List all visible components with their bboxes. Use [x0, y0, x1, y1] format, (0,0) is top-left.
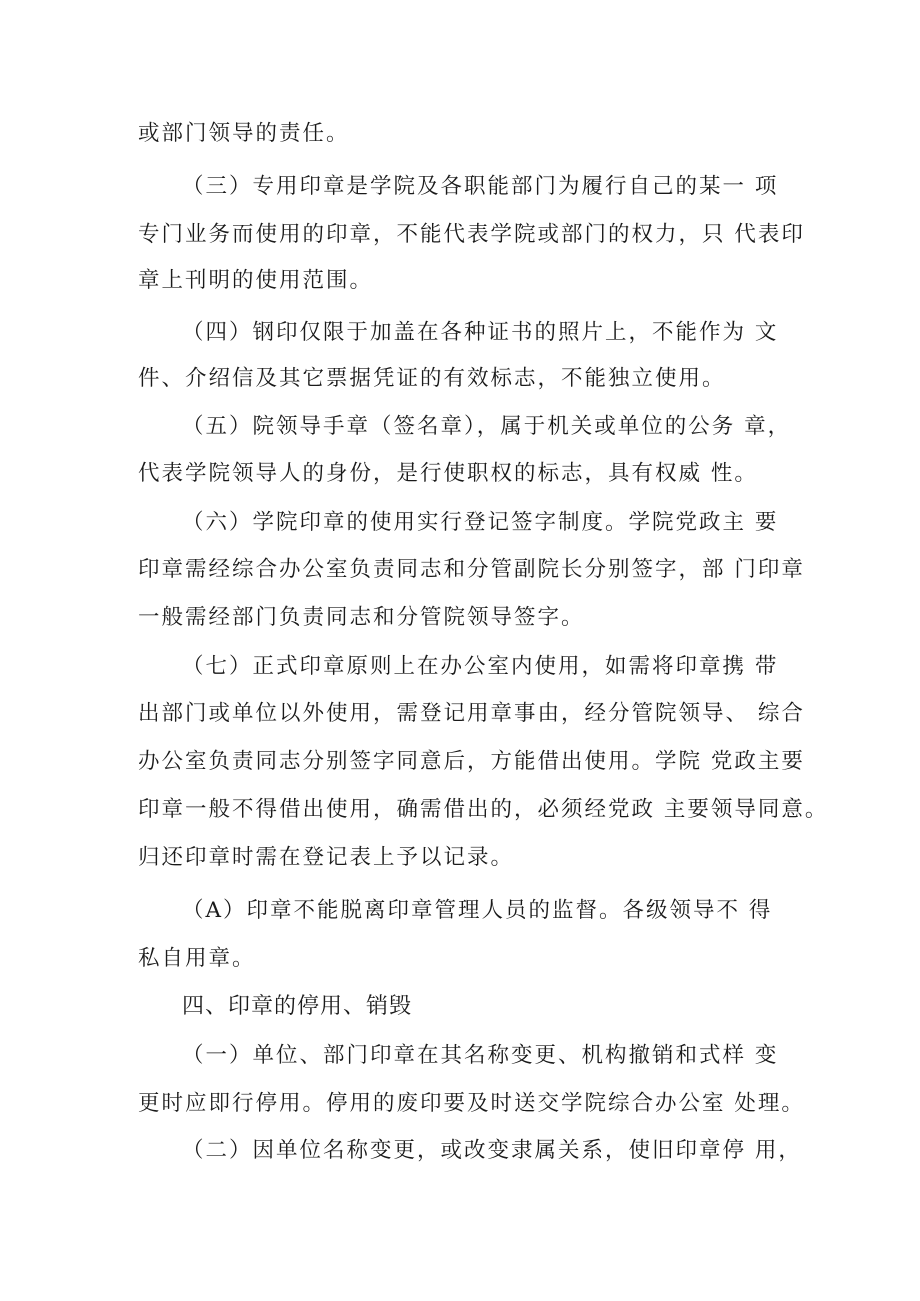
paragraph-3-line-1: （三）专用印章是学院及各职能部门为履行自己的某一 项	[182, 174, 779, 199]
text-line: 或部门领导的责任。	[138, 121, 350, 146]
section-4-paragraph-1-line-1: （一）单位、部门印章在其名称变更、机构撤销和式样 变	[182, 1043, 779, 1068]
text-line: 一般需经部门负责同志和分管院领导签字。	[138, 605, 585, 630]
text-line: 印章一般不得借出使用，确需借出的，必须经党政 主要领导同意。	[138, 797, 829, 822]
text-line: 专门业务而使用的印章，不能代表学院或部门的权力，只 代表印	[138, 222, 805, 247]
text-line: 更时应即行停用。停用的废印要及时送交学院综合办公室 处理。	[138, 1091, 805, 1116]
section-heading: 四、印章的停用、销毁	[182, 994, 413, 1019]
paragraph-8-line-1: （A）印章不能脱离印章管理人员的监督。各级领导不 得	[182, 898, 773, 923]
text-line: 代表学院领导人的身份，是行使职权的标志，具有权威 性。	[138, 461, 758, 486]
text-line: 出部门或单位以外使用，需登记用章事由，经分管院领导、 综合	[138, 701, 805, 726]
paragraph-7-line-1: （七）正式印章原则上在办公室内使用，如需将印章携 带	[182, 654, 779, 679]
text-line: 件、介绍信及其它票据凭证的有效标志，不能独立使用。	[138, 366, 726, 391]
text-line: 归还印章时需在登记表上予以记录。	[138, 845, 515, 870]
text-line: 印章需经综合办公室负责同志和分管副院长分别签字，部 门印章	[138, 557, 805, 582]
paragraph-5-line-1: （五）院领导手章（签名章），属于机关或单位的公务 章，	[182, 414, 792, 439]
paragraph-6-line-1: （六）学院印章的使用实行登记签字制度。学院党政主 要	[182, 510, 779, 535]
text-line: 办公室负责同志分别签字同意后，方能借出使用。学院 党政主要	[138, 749, 805, 774]
text-line: 章上刊明的使用范围。	[138, 268, 374, 293]
section-4-paragraph-2-line-1: （二）因单位名称变更，或改变隶属关系，使旧印章停 用，	[182, 1138, 802, 1163]
paragraph-4-line-1: （四）钢印仅限于加盖在各种证书的照片上，不能作为 文	[182, 320, 779, 345]
text-line: 私自用章。	[138, 946, 256, 971]
